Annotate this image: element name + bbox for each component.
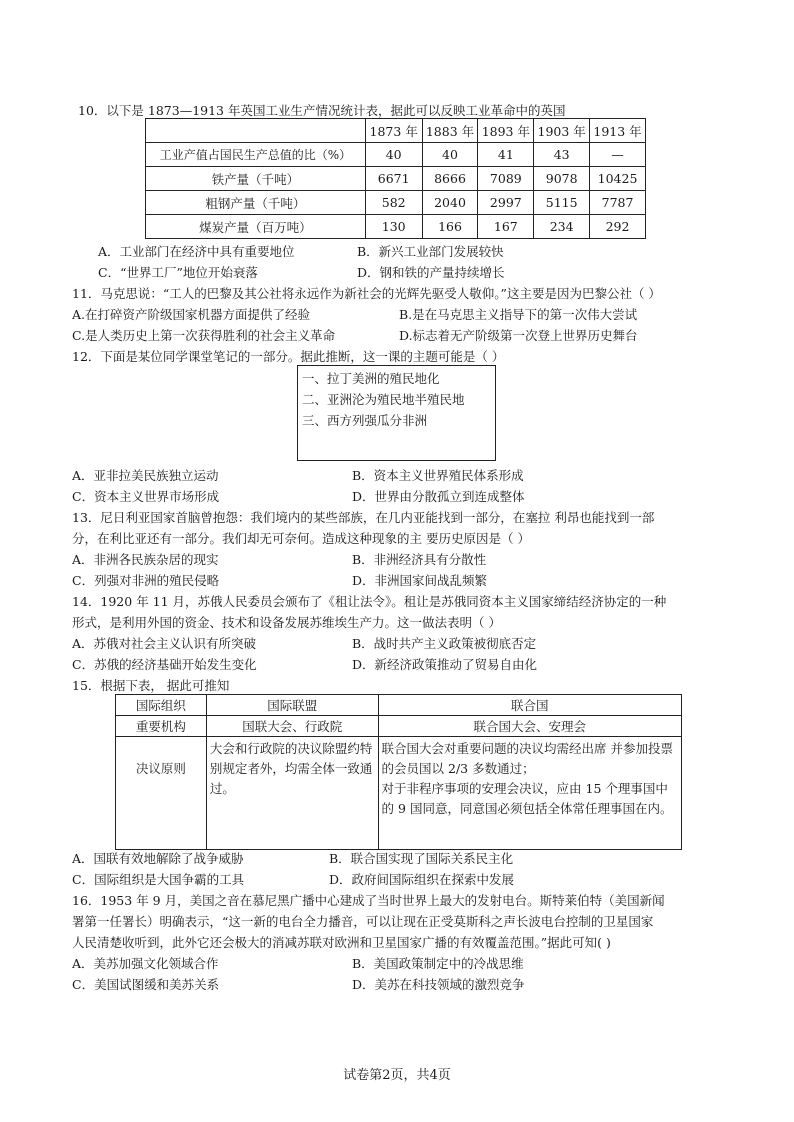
note-line: 一、拉丁美洲的殖民地化 xyxy=(302,371,440,386)
table-cell: 2040 xyxy=(422,191,478,215)
table-cell xyxy=(378,737,681,850)
q14-option-d[interactable]: D．新经济政策推动了贸易自由化 xyxy=(352,657,538,672)
table-cell: 1903 年 xyxy=(534,119,590,143)
q15-option-b[interactable]: B．联合国实现了国际关系民主化 xyxy=(329,851,514,866)
q13-option-c[interactable]: C．列强对非洲的殖民侵略 xyxy=(72,573,220,588)
q14-stem-line-2: 形式，是利用外国的资金、技术和设备发展苏维埃生产力。这一做法表明（ ） xyxy=(72,615,501,630)
q11-option-a[interactable]: A.在打碎资产阶级国家机器方面提供了经验 xyxy=(72,307,311,322)
q15-option-c[interactable]: C．国际组织是大国争霸的工具 xyxy=(72,872,245,887)
table-cell: 1893 年 xyxy=(478,119,534,143)
q12-option-d[interactable]: D．世界由分散孤立到连成整体 xyxy=(352,489,525,504)
table-cell: 5115 xyxy=(534,191,590,215)
table-row xyxy=(116,695,682,716)
table-row xyxy=(146,191,646,215)
q12-stem: 12．下面是某位同学课堂笔记的一部分。据此推断，这一课的主题可能是（ ） xyxy=(72,349,505,364)
table-cell: 重要机构 xyxy=(116,716,207,737)
table-cell: 6671 xyxy=(365,167,422,191)
table-row xyxy=(116,737,682,850)
table-cell: 大会和行政院的决议除盟约特别规定者外，均需全体一致通过。 xyxy=(206,737,378,850)
table-row xyxy=(146,215,646,239)
table-cell: 1883 年 xyxy=(422,119,478,143)
table-cell: 8666 xyxy=(422,167,478,191)
table-cell: 40 xyxy=(365,143,422,167)
table-cell: 国联大会、行政院 xyxy=(206,716,378,737)
q14-option-b[interactable]: B．战时共产主义政策被彻底否定 xyxy=(352,636,537,651)
table-cell: 联合国大会、安理会 xyxy=(378,716,681,737)
table-cell: 130 xyxy=(365,215,422,239)
q11-stem: 11．马克思说：“工人的巴黎及其公社将永远作为新社会的光辉先驱受人敬仰。”这主要是因为巴黎公社（ ） xyxy=(72,286,661,301)
q12-notes-box xyxy=(297,365,496,461)
q15-stem: 15．根据下表， 据此可推知 xyxy=(72,678,230,693)
table-cell: 决议原则 xyxy=(116,737,207,850)
table-cell: 9078 xyxy=(534,167,590,191)
q16-option-d[interactable]: D．美苏在科技领域的激烈竞争 xyxy=(352,977,525,992)
q10-stem: 10．以下是 1873—1913 年英国工业生产情况统计表，据此可以反映工业革命中的英国 xyxy=(78,103,566,118)
table-cell: 煤炭产量（百万吨） xyxy=(146,215,366,239)
q10-option-c[interactable]: C．“世界工厂”地位开始衰落 xyxy=(98,265,258,280)
table-cell: — xyxy=(590,143,646,167)
q11-option-b[interactable]: B.是在马克思主义指导下的第一次伟大尝试 xyxy=(399,307,638,322)
q14-stem-line-1: 14．1920 年 11 月，苏俄人民委员会颁布了《租让法令》。租让是苏俄同资本主义国家缔结经济协定的一种 xyxy=(72,594,667,609)
q16-option-c[interactable]: C．美国试图缓和美苏关系 xyxy=(72,977,220,992)
q13-option-b[interactable]: B．非洲经济具有分散性 xyxy=(352,552,487,567)
table-cell: 10425 xyxy=(590,167,646,191)
q10-table xyxy=(145,118,646,239)
q12-option-c[interactable]: C．资本主义世界市场形成 xyxy=(72,489,220,504)
note-line: 二、亚洲沦为殖民地半殖民地 xyxy=(302,392,465,407)
q11-option-d[interactable]: D.标志着无产阶级第一次登上世界历史舞台 xyxy=(399,328,638,343)
note-line: 三、西方列强瓜分非洲 xyxy=(302,413,428,428)
table-cell: 粗钢产量（千吨） xyxy=(146,191,366,215)
table-cell: 41 xyxy=(478,143,534,167)
table-cell: 2997 xyxy=(478,191,534,215)
table-row xyxy=(146,143,646,167)
q10-option-b[interactable]: B．新兴工业部门发展较快 xyxy=(357,244,504,259)
table-cell: 国际联盟 xyxy=(206,695,378,716)
q11-option-c[interactable]: C.是人类历史上第一次获得胜利的社会主义革命 xyxy=(72,328,336,343)
q16-stem-line-3: 人民清楚收听到，此外它还会极大的消减苏联对欧洲和卫星国家广播的有效覆盖范围。”据此可知( ) xyxy=(72,935,611,950)
q13-option-a[interactable]: A．非洲各民族杂居的现实 xyxy=(72,552,219,567)
q14-option-a[interactable]: A．苏俄对社会主义认识有所突破 xyxy=(72,636,257,651)
q13-stem-line-1: 13．尼日利亚国家首脑曾抱怨：我们境内的某些部族，在几内亚能找到一部分，在塞拉 利昂也能找到一部 xyxy=(72,510,655,525)
q13-stem-line-2: 分，在利比亚还有一部分。我们却无可奈何。造成这种现象的主 要历史原因是（ ） xyxy=(72,531,530,546)
table-cell: 7089 xyxy=(478,167,534,191)
q10-option-a[interactable]: A．工业部门在经济中具有重要地位 xyxy=(98,244,295,259)
table-cell xyxy=(146,119,366,143)
q16-option-b[interactable]: B．美国政策制定中的冷战思维 xyxy=(352,956,524,971)
q16-option-a[interactable]: A．美苏加强文化领域合作 xyxy=(72,956,219,971)
table-cell: 292 xyxy=(590,215,646,239)
table-row xyxy=(116,716,682,737)
q16-stem-line-1: 16．1953 年 9 月，美国之音在慕尼黑广播中心建成了当时世界上最大的发射电台。斯特莱伯特（美国新闻 xyxy=(72,893,665,908)
table-cell: 167 xyxy=(478,215,534,239)
table-cell: 1913 年 xyxy=(590,119,646,143)
table-cell: 国际组织 xyxy=(116,695,207,716)
page-footer: 试卷第2页，共4页 xyxy=(343,1068,451,1083)
q10-option-d[interactable]: D．钢和铁的产量持续增长 xyxy=(357,265,505,280)
table-cell: 234 xyxy=(534,215,590,239)
table-row xyxy=(146,167,646,191)
q14-option-c[interactable]: C．苏俄的经济基础开始发生变化 xyxy=(72,657,257,672)
q15-option-d[interactable]: D．政府间国际组织在探索中发展 xyxy=(329,872,515,887)
table-row xyxy=(146,119,646,143)
q15-option-a[interactable]: A．国联有效地解除了战争威胁 xyxy=(72,851,244,866)
table-cell: 7787 xyxy=(590,191,646,215)
table-cell: 40 xyxy=(422,143,478,167)
q12-option-a[interactable]: A．亚非拉美民族独立运动 xyxy=(72,468,219,483)
q16-stem-line-2: 署第一任署长）明确表示，“这一新的电台全力播音，可以让现在正受莫斯科之声长波电台控制的卫星国家 xyxy=(72,914,654,929)
table-cell: 工业产值占国民生产总值的比（%） xyxy=(146,143,366,167)
table-cell: 铁产量（千吨） xyxy=(146,167,366,191)
table-cell: 166 xyxy=(422,215,478,239)
q15-table xyxy=(115,694,682,850)
un-rule-line: 对于非程序事项的安理会决议，应由 15 个理事国中的 9 国同意，同意国必须包括全体常任理事国在内。 xyxy=(381,781,673,816)
q13-option-d[interactable]: D．非洲国家间战乱频繁 xyxy=(352,573,488,588)
table-cell: 43 xyxy=(534,143,590,167)
table-cell: 联合国 xyxy=(378,695,681,716)
un-rule-line: 联合国大会对重要问题的决议均需经出席 并参加投票的会员国以 2/3 多数通过； xyxy=(381,741,674,776)
table-cell: 582 xyxy=(365,191,422,215)
table-cell: 1873 年 xyxy=(365,119,422,143)
q12-option-b[interactable]: B．资本主义世界殖民体系形成 xyxy=(352,468,524,483)
